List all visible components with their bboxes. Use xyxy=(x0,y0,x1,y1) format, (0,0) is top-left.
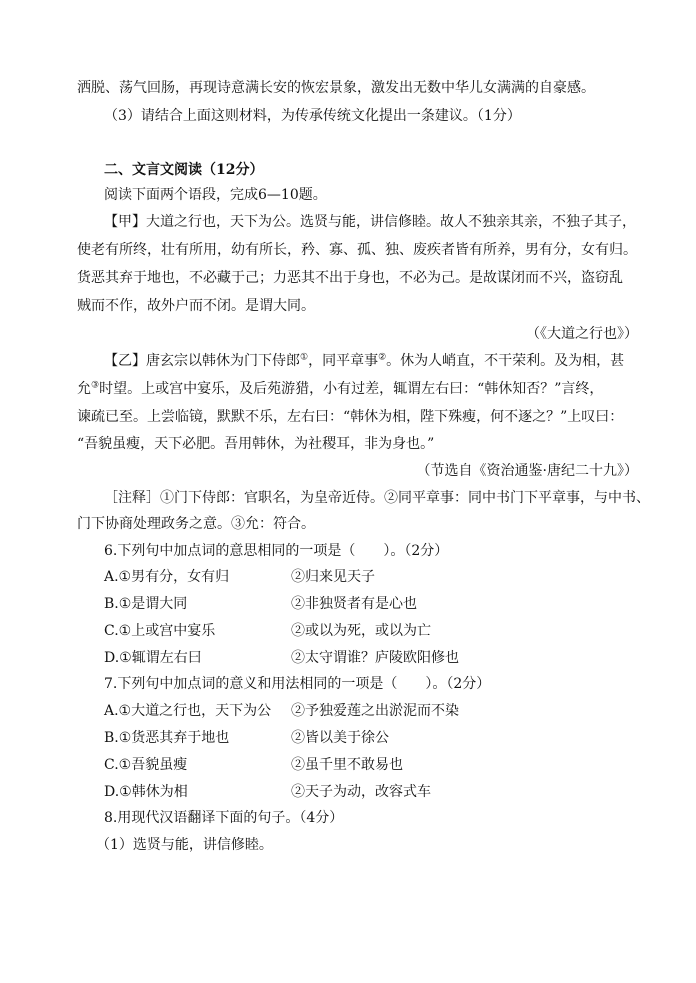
option-part-2: ②太守谓谁？庐陵欧阳修也 xyxy=(291,650,459,666)
question-7-option-c xyxy=(0,755,696,775)
passage-yi-source: （节选自《资治通鉴·唐纪二十九》） xyxy=(416,463,638,479)
question-7-option-b xyxy=(0,728,696,748)
question-6-option-a xyxy=(0,567,696,587)
option-part-1: A.①男有分，女有归 xyxy=(104,569,230,585)
footnote-marker-1: ① xyxy=(300,352,309,363)
option-part-2: ②虽千里不敢易也 xyxy=(291,757,403,773)
question-6-option-c xyxy=(0,621,696,641)
section-instruction: 阅读下面两个语段，完成6—10题。 xyxy=(104,187,327,203)
passage-yi-line-1 xyxy=(104,351,624,371)
passage-yi-text: 时望。上或宫中宴乐，及后苑游猎，小有过差，辄谓左右曰：“韩休知否？”言终， xyxy=(99,381,604,397)
question-8-sub-1: （1）选贤与能，讲信修睦。 xyxy=(96,837,273,853)
passage-jia-line-3: 货恶其弃于地也，不必藏于己；力恶其不出于身也，不必为己。是故谋闭而不兴，盗窃乱 xyxy=(77,270,623,286)
option-part-1: A.①大道之行也，天下为公 xyxy=(104,703,272,719)
question-7-stem: 7.下列句中加点词的意义和用法相同的一项是（ ）。（2分） xyxy=(104,676,491,692)
passage-jia-source: （《大道之行也》） xyxy=(526,326,638,342)
option-part-2: ②予独爱莲之出淤泥而不染 xyxy=(291,703,459,719)
option-part-2: ②天子为动，改容式车 xyxy=(291,784,431,800)
option-part-2: ②归来见天子 xyxy=(291,569,375,585)
notes-line-1: ［注释］①门下侍郎：官职名，为皇帝近侍。②同平章事：同中书门下平章事，与中书、 xyxy=(104,490,650,506)
passage-yi-line-4: “吾貌虽瘦，天下必肥。吾用韩休，为社稷耳，非为身也。” xyxy=(77,436,435,452)
option-part-1: B.①货恶其弃于地也 xyxy=(104,730,230,746)
passage-jia-line-1: 【甲】大道之行也，天下为公。选贤与能，讲信修睦。故人不独亲其亲，不独子其子， xyxy=(104,214,636,230)
footnote-marker-3: ③ xyxy=(91,380,100,391)
passage-yi-text: 允 xyxy=(77,381,91,397)
passage-yi-line-2 xyxy=(77,379,603,399)
intro-line: 洒脱、荡气回肠，再现诗意满长安的恢宏景象，激发出无数中华儿女满满的自豪感。 xyxy=(77,80,595,96)
passage-yi-text: ，同平章事 xyxy=(308,353,379,369)
question-3: （3）请结合上面这则材料，为传承传统文化提出一条建议。（1分） xyxy=(104,108,521,124)
option-part-1: D.①韩休为相 xyxy=(104,784,188,800)
option-part-2: ②或以为死，或以为亡 xyxy=(291,623,431,639)
footnote-marker-2: ② xyxy=(378,352,387,363)
question-7-option-a xyxy=(0,701,696,721)
option-part-2: ②皆以美于徐公 xyxy=(291,730,389,746)
question-7-option-d xyxy=(0,782,696,802)
passage-yi-text: 。休为人峭直，不干荣利。及为相，甚 xyxy=(386,353,625,369)
passage-jia-line-2: 使老有所终，壮有所用，幼有所长，矜、寡、孤、独、废疾者皆有所养，男有分，女有归。 xyxy=(77,242,637,258)
option-part-1: B.①是谓大同 xyxy=(104,596,188,612)
notes-line-2: 门下协商处理政务之意。③允：符合。 xyxy=(77,516,315,532)
question-6-option-d xyxy=(0,648,696,668)
question-6-stem: 6.下列句中加点词的意思相同的一项是（ ）。（2分） xyxy=(104,543,449,559)
question-8-stem: 8.用现代汉语翻译下面的句子。（4分） xyxy=(104,810,344,826)
passage-yi-text: 【乙】唐玄宗以韩休为门下侍郎 xyxy=(104,353,300,369)
option-part-1: D.①辄谓左右曰 xyxy=(104,650,202,666)
question-6-option-b xyxy=(0,594,696,614)
option-part-1: C.①上或宫中宴乐 xyxy=(104,623,216,639)
passage-yi-line-3: 谏疏已至。上尝临镜，默默不乐，左右曰：“韩休为相，陛下殊瘦，何不逐之？”上叹曰： xyxy=(77,409,624,425)
option-part-2: ②非独贤者有是心也 xyxy=(291,596,417,612)
option-part-1: C.①吾貌虽瘦 xyxy=(104,757,188,773)
section-heading: 二、文言文阅读（12分） xyxy=(104,162,264,178)
passage-jia-line-4: 贼而不作，故外户而不闭。是谓大同。 xyxy=(77,298,315,314)
